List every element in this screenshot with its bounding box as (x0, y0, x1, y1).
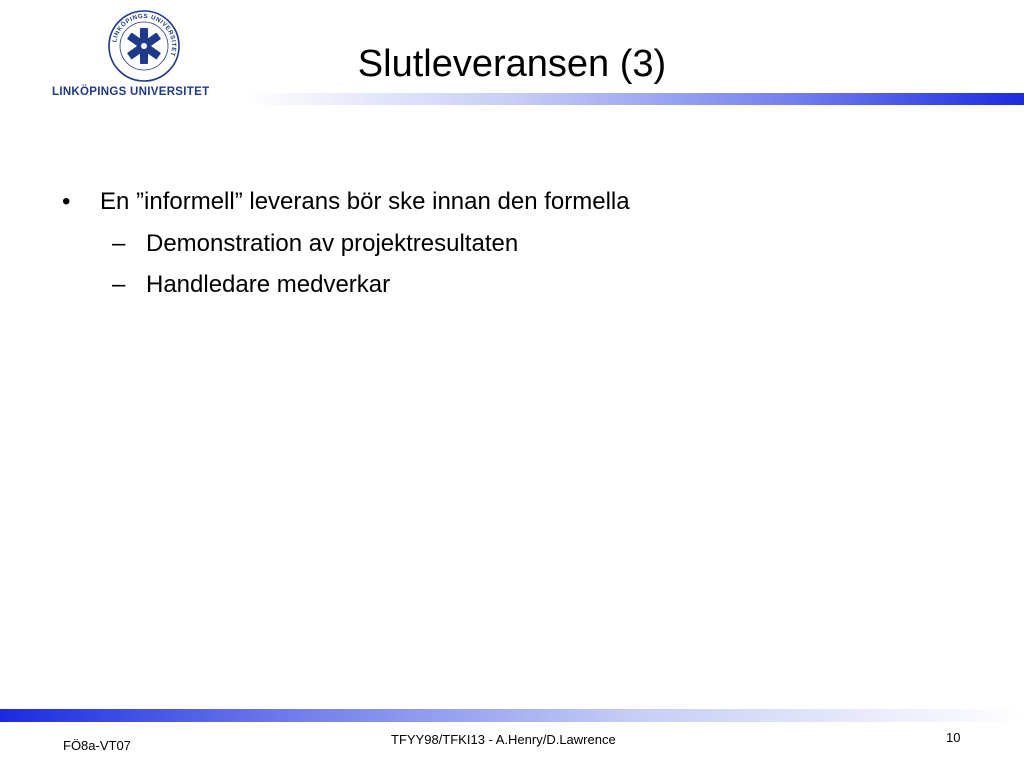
logo-wordmark: LINKÖPINGS UNIVERSITET (52, 86, 210, 98)
header-gradient-bar (244, 93, 1024, 105)
university-logo (52, 8, 238, 96)
bullet-text: En ”informell” leverans bör ske innan den formella (100, 188, 630, 215)
footer-course-code: FÖ8a-VT07 (63, 738, 131, 753)
university-seal-icon (106, 8, 182, 84)
slide-title: Slutleveransen (3) (357, 43, 667, 85)
bullet-marker: • (62, 188, 71, 215)
sub-bullet-marker: – (112, 230, 126, 257)
sub-bullet-text: Handledare medverkar (146, 271, 391, 298)
sub-bullet-marker: – (112, 271, 126, 298)
svg-text:LINKÖPINGS UNIVERSITET: LINKÖPINGS UNIVERSITET (111, 12, 178, 58)
footer-gradient-bar (0, 709, 1024, 722)
bullet-item (62, 186, 630, 218)
sub-bullet-item (112, 269, 390, 301)
sub-bullet-text: Demonstration av projektresultaten (146, 230, 519, 257)
sub-bullet-item (112, 228, 518, 260)
footer-authors: TFYY98/TFKI13 - A.Henry/D.Lawrence (391, 732, 616, 747)
page-number: 10 (946, 730, 961, 745)
